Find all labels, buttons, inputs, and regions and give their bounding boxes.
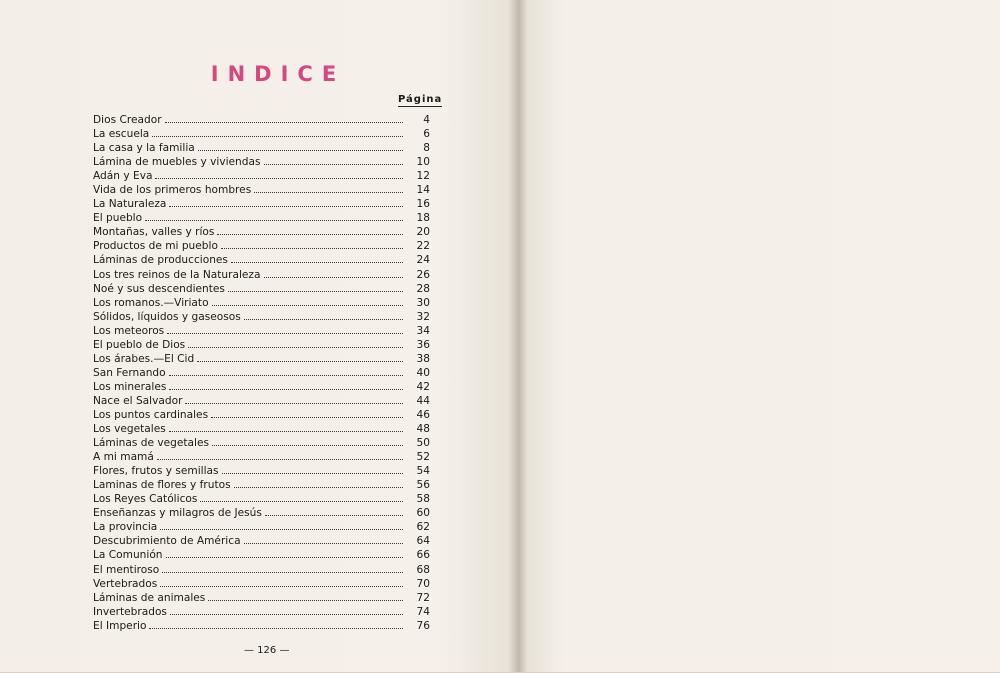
dot-leader (222, 464, 403, 474)
entry-page-number: 36 (416, 338, 430, 351)
entry-page-number: 18 (416, 212, 430, 225)
entry-title: Productos de mi pueblo (93, 240, 218, 253)
index-entry (93, 548, 430, 562)
index-entry (93, 520, 430, 534)
index-entry (93, 563, 430, 577)
index-entry (93, 492, 430, 506)
entry-title: Los tres reinos de la Naturaleza (93, 268, 261, 281)
index-entry (93, 605, 430, 619)
entry-title: Flores, frutos y semillas (93, 465, 219, 478)
dot-leader (200, 492, 403, 502)
dot-leader (264, 155, 404, 165)
entry-title: La casa y la familia (93, 142, 195, 155)
entry-title: Vertebrados (93, 577, 158, 590)
entry-title: El pueblo de Dios (93, 338, 186, 351)
entry-page-number: 26 (416, 268, 430, 281)
index-entry (93, 436, 430, 450)
entry-title: Laminas de flores y frutos (93, 479, 231, 492)
entry-title: Los meteoros (93, 324, 165, 337)
entry-page-number: 76 (416, 619, 430, 632)
entry-title: Montañas, valles y ríos (93, 226, 215, 239)
entry-page-number: 22 (416, 240, 430, 253)
entry-title: Los vegetales (93, 423, 166, 436)
entry-title: El Imperio (93, 619, 147, 632)
dot-leader (165, 113, 403, 123)
entry-title: La Comunión (93, 549, 163, 562)
index-entry (93, 253, 430, 267)
index-entry (93, 296, 430, 310)
index-entry (93, 197, 430, 211)
entry-title: Invertebrados (93, 605, 167, 618)
entry-title: A mi mamá (93, 451, 154, 464)
index-entry (93, 619, 430, 633)
entry-title: Los romanos.—Viriato (93, 296, 209, 309)
page-number-left: — 126 — (244, 645, 290, 656)
index-entry (93, 422, 430, 436)
dot-leader (197, 352, 403, 362)
dot-leader (212, 296, 403, 306)
dot-leader (155, 169, 403, 179)
dot-leader (157, 450, 403, 460)
entry-title: El mentiroso (93, 563, 160, 576)
dot-leader (169, 366, 403, 376)
entry-page-number: 32 (416, 310, 430, 323)
entry-page-number: 46 (416, 408, 430, 421)
dot-leader (185, 394, 403, 404)
entry-title: Sólidos, líquidos y gaseosos (93, 310, 241, 323)
index-entry (93, 225, 430, 239)
dot-leader (234, 478, 403, 488)
entry-title: San Fernando (93, 366, 166, 379)
dot-leader (149, 619, 403, 629)
entry-page-number: 20 (416, 226, 430, 239)
entry-title: Lámina de muebles y viviendas (93, 156, 261, 169)
entry-page-number: 68 (416, 563, 430, 576)
entry-page-number: 40 (416, 366, 430, 379)
dot-leader (244, 310, 403, 320)
index-entry (93, 141, 430, 155)
entry-page-number: 30 (416, 296, 430, 309)
entry-page-number: 34 (416, 324, 430, 337)
dot-leader (162, 563, 403, 573)
dot-leader (212, 436, 403, 446)
index-entry (93, 380, 430, 394)
index-entry (93, 113, 430, 127)
entry-title: La Naturaleza (93, 198, 167, 211)
index-entry (93, 478, 430, 492)
index-entry (93, 282, 430, 296)
index-entry (93, 366, 430, 380)
entry-page-number: 14 (416, 184, 430, 197)
entry-title: Los Reyes Católicos (93, 493, 198, 506)
dot-leader (160, 520, 403, 530)
entry-page-number: 12 (416, 170, 430, 183)
entry-page-number: 48 (416, 423, 430, 436)
index-entry (93, 408, 430, 422)
index-entry (93, 183, 430, 197)
index-list-left (93, 113, 430, 633)
entry-page-number: 16 (416, 198, 430, 211)
index-entry (93, 591, 430, 605)
index-title: INDICE (210, 62, 346, 86)
entry-page-number: 6 (423, 128, 430, 141)
dot-leader (208, 591, 403, 601)
index-entry (93, 155, 430, 169)
dot-leader (265, 506, 403, 516)
index-entry (93, 127, 430, 141)
index-entry (93, 577, 430, 591)
index-entry (93, 534, 430, 548)
dot-leader (160, 577, 403, 587)
dot-leader (145, 211, 403, 221)
index-entry (93, 338, 430, 352)
index-entry (93, 352, 430, 366)
entry-page-number: 8 (423, 142, 430, 155)
entry-title: Descubrimiento de América (93, 535, 241, 548)
entry-page-number: 64 (416, 535, 430, 548)
entry-page-number: 42 (416, 380, 430, 393)
entry-title: Nace el Salvador (93, 394, 183, 407)
dot-leader (152, 127, 403, 137)
entry-page-number: 60 (416, 507, 430, 520)
entry-page-number: 70 (416, 577, 430, 590)
dot-leader (211, 408, 403, 418)
entry-title: Láminas de producciones (93, 254, 228, 267)
index-entry (93, 324, 430, 338)
dot-leader (166, 548, 403, 558)
dot-leader (169, 380, 403, 390)
entry-page-number: 72 (416, 591, 430, 604)
entry-title: Los minerales (93, 380, 167, 393)
entry-page-number: 62 (416, 521, 430, 534)
entry-title: Dios Creador (93, 114, 162, 126)
dot-leader (217, 225, 403, 235)
right-page (516, 0, 1000, 672)
dot-leader (169, 422, 403, 432)
index-entry (93, 506, 430, 520)
entry-page-number: 52 (416, 451, 430, 464)
entry-page-number: 50 (416, 437, 430, 450)
entry-page-number: 58 (416, 493, 430, 506)
dot-leader (170, 605, 403, 615)
dot-leader (188, 338, 403, 348)
index-entry (93, 211, 430, 225)
entry-page-number: 10 (416, 156, 430, 169)
entry-page-number: 74 (416, 605, 430, 618)
entry-title: Los árabes.—El Cid (93, 352, 195, 365)
index-entry (93, 450, 430, 464)
dot-leader (198, 141, 403, 151)
dot-leader (231, 253, 403, 263)
dot-leader (167, 324, 403, 334)
entry-page-number: 38 (416, 352, 430, 365)
dot-leader (221, 239, 403, 249)
entry-page-number: 54 (416, 465, 430, 478)
dot-leader (228, 282, 403, 292)
entry-title: Enseñanzas y milagros de Jesús (93, 507, 262, 520)
entry-title: Láminas de vegetales (93, 437, 210, 450)
index-entry (93, 310, 430, 324)
entry-page-number: 66 (416, 549, 430, 562)
dot-leader (169, 197, 403, 207)
index-entry (93, 169, 430, 183)
index-entry (93, 239, 430, 253)
entry-title: Láminas de animales (93, 591, 206, 604)
entry-title: La escuela (93, 128, 150, 141)
entry-page-number: 56 (416, 479, 430, 492)
entry-title: Noé y sus descendientes (93, 282, 225, 295)
index-entry (93, 268, 430, 282)
entry-page-number: 28 (416, 282, 430, 295)
dot-leader (264, 268, 404, 278)
entry-page-number: 4 (423, 114, 430, 126)
entry-title: El pueblo (93, 212, 143, 225)
entry-title: La provincia (93, 521, 158, 534)
entry-page-number: 24 (416, 254, 430, 267)
page-column-header: Página (398, 94, 443, 105)
entry-title: Los puntos cardinales (93, 408, 209, 421)
dot-leader (244, 534, 403, 544)
index-entry (93, 394, 430, 408)
entry-page-number: 44 (416, 394, 430, 407)
index-entry (93, 464, 430, 478)
entry-title: Adán y Eva (93, 170, 153, 183)
dot-leader (254, 183, 403, 193)
entry-title: Vida de los primeros hombres (93, 184, 252, 197)
